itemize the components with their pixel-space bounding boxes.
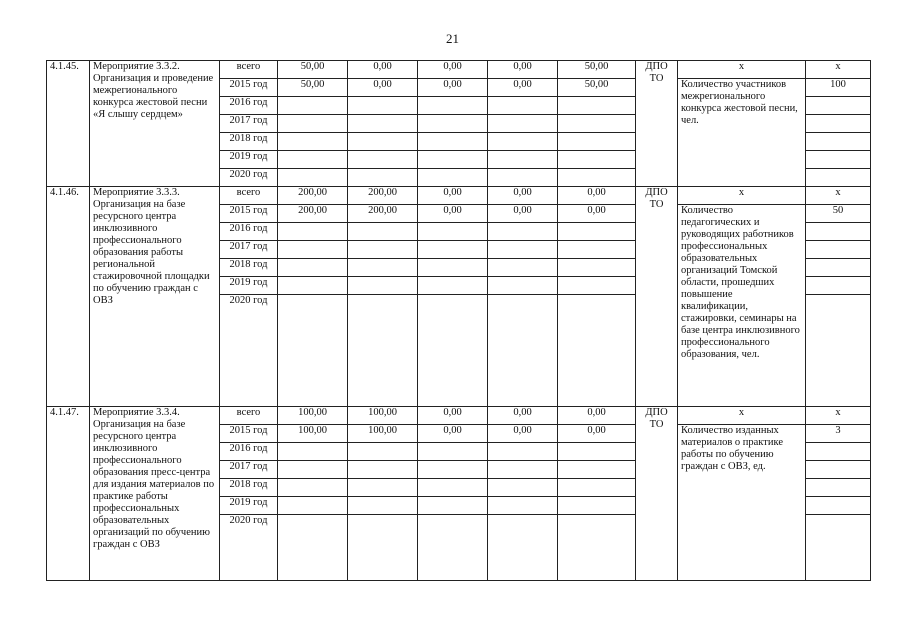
table-row [47, 61, 871, 79]
empty-cell [418, 223, 488, 241]
empty-cell [278, 133, 348, 151]
event-description: Мероприятие 3.3.2. Организация и проведение межрегионального конкурса жестовой песни «Я слышу сердцем» [90, 61, 220, 187]
funding-total-value: 0,00 [558, 187, 636, 205]
year-label: 2016 год [220, 443, 278, 461]
empty-cell [806, 479, 871, 497]
empty-cell [488, 295, 558, 407]
funding-2015-value: 100,00 [278, 425, 348, 443]
empty-cell [278, 241, 348, 259]
empty-cell [488, 497, 558, 515]
executor: ДПО ТО [636, 61, 678, 187]
funding-2015-value: 0,00 [418, 79, 488, 97]
indicator-x: х [678, 187, 806, 205]
empty-cell [418, 443, 488, 461]
funding-2015-value: 0,00 [418, 205, 488, 223]
empty-cell [348, 133, 418, 151]
year-label: 2017 год [220, 115, 278, 133]
empty-cell [278, 479, 348, 497]
year-label: 2019 год [220, 277, 278, 295]
empty-cell [806, 295, 871, 407]
event-number: 4.1.45. [47, 61, 90, 187]
empty-cell [278, 223, 348, 241]
empty-cell [806, 223, 871, 241]
empty-cell [418, 515, 488, 581]
indicator-x: х [678, 61, 806, 79]
funding-2015-value: 0,00 [488, 205, 558, 223]
event-number: 4.1.46. [47, 187, 90, 407]
funding-total-value: 0,00 [418, 61, 488, 79]
empty-cell [348, 277, 418, 295]
indicator-value: 3 [806, 425, 871, 443]
empty-cell [348, 97, 418, 115]
year-label: 2020 год [220, 295, 278, 407]
empty-cell [488, 241, 558, 259]
year-label: 2018 год [220, 133, 278, 151]
indicator-description: Количество педагогических и руководящих работников профессиональных образовательных организаций Томской области, прошедших повышение квалификации, стажировки, семинары на базе центра инклюзивного профессионального образования, чел. [678, 205, 806, 407]
empty-cell [278, 277, 348, 295]
empty-cell [348, 497, 418, 515]
empty-cell [558, 241, 636, 259]
funding-2015-value: 0,00 [558, 425, 636, 443]
empty-cell [558, 443, 636, 461]
empty-cell [558, 151, 636, 169]
funding-2015-value: 0,00 [418, 425, 488, 443]
table-row [47, 407, 871, 425]
empty-cell [278, 259, 348, 277]
year-label: 2020 год [220, 169, 278, 187]
funding-total-value: 0,00 [418, 187, 488, 205]
event-description: Мероприятие 3.3.3. Организация на базе ресурсного центра инклюзивного профессионального образования работы региональной стажировочной площадки по обучению граждан с ОВЗ [90, 187, 220, 407]
funding-2015-value: 50,00 [558, 79, 636, 97]
funding-total-value: 0,00 [488, 61, 558, 79]
empty-cell [806, 115, 871, 133]
event-number: 4.1.47. [47, 407, 90, 581]
empty-cell [806, 461, 871, 479]
empty-cell [418, 97, 488, 115]
year-label: 2017 год [220, 461, 278, 479]
year-label: 2015 год [220, 425, 278, 443]
empty-cell [348, 241, 418, 259]
empty-cell [418, 295, 488, 407]
empty-cell [278, 151, 348, 169]
indicator-x2: х [806, 61, 871, 79]
year-label: всего [220, 407, 278, 425]
empty-cell [348, 115, 418, 133]
funding-2015-value: 200,00 [278, 205, 348, 223]
empty-cell [278, 515, 348, 581]
empty-cell [348, 443, 418, 461]
year-label: 2019 год [220, 151, 278, 169]
funding-total-value: 0,00 [348, 61, 418, 79]
year-label: 2016 год [220, 223, 278, 241]
empty-cell [348, 479, 418, 497]
empty-cell [488, 169, 558, 187]
empty-cell [488, 115, 558, 133]
funding-total-value: 50,00 [278, 61, 348, 79]
funding-total-value: 0,00 [418, 407, 488, 425]
empty-cell [418, 479, 488, 497]
empty-cell [558, 497, 636, 515]
year-label: 2016 год [220, 97, 278, 115]
funding-2015-value: 0,00 [558, 205, 636, 223]
empty-cell [558, 133, 636, 151]
empty-cell [278, 443, 348, 461]
empty-cell [488, 151, 558, 169]
empty-cell [418, 497, 488, 515]
empty-cell [278, 97, 348, 115]
year-label: 2018 год [220, 259, 278, 277]
empty-cell [278, 497, 348, 515]
executor: ДПО ТО [636, 187, 678, 407]
event-description: Мероприятие 3.3.4. Организация на базе ресурсного центра инклюзивного профессионального образования пресс-центра для издания материалов по практике работы профессиональных образовательных организаций по обучению граждан с ОВЗ [90, 407, 220, 581]
year-label: 2018 год [220, 479, 278, 497]
empty-cell [418, 133, 488, 151]
funding-2015-value: 200,00 [348, 205, 418, 223]
year-label: 2017 год [220, 241, 278, 259]
funding-total-value: 0,00 [488, 407, 558, 425]
empty-cell [558, 97, 636, 115]
empty-cell [558, 169, 636, 187]
empty-cell [488, 479, 558, 497]
table-row [47, 187, 871, 205]
empty-cell [806, 515, 871, 581]
executor: ДПО ТО [636, 407, 678, 581]
empty-cell [488, 277, 558, 295]
empty-cell [488, 133, 558, 151]
empty-cell [418, 277, 488, 295]
indicator-description: Количество участников межрегионального конкурса жестовой песни, чел. [678, 79, 806, 187]
funding-total-value: 200,00 [278, 187, 348, 205]
funding-total-value: 100,00 [348, 407, 418, 425]
empty-cell [806, 277, 871, 295]
indicator-description: Количество изданных материалов о практике работы по обучению граждан с ОВЗ, ед. [678, 425, 806, 581]
empty-cell [418, 259, 488, 277]
funding-2015-value: 100,00 [348, 425, 418, 443]
year-label: 2015 год [220, 205, 278, 223]
empty-cell [488, 443, 558, 461]
empty-cell [558, 461, 636, 479]
funding-2015-value: 0,00 [488, 425, 558, 443]
funding-total-value: 50,00 [558, 61, 636, 79]
empty-cell [488, 97, 558, 115]
empty-cell [488, 461, 558, 479]
empty-cell [348, 223, 418, 241]
empty-cell [278, 115, 348, 133]
empty-cell [806, 97, 871, 115]
empty-cell [806, 443, 871, 461]
indicator-value: 100 [806, 79, 871, 97]
empty-cell [488, 223, 558, 241]
empty-cell [278, 461, 348, 479]
empty-cell [418, 461, 488, 479]
year-label: всего [220, 61, 278, 79]
year-label: всего [220, 187, 278, 205]
empty-cell [348, 169, 418, 187]
indicator-value: 50 [806, 205, 871, 223]
funding-2015-value: 0,00 [488, 79, 558, 97]
empty-cell [558, 259, 636, 277]
empty-cell [558, 295, 636, 407]
empty-cell [806, 241, 871, 259]
page-number: 21 [446, 31, 459, 46]
year-label: 2019 год [220, 497, 278, 515]
indicator-x2: х [806, 187, 871, 205]
empty-cell [806, 169, 871, 187]
empty-cell [558, 479, 636, 497]
empty-cell [348, 259, 418, 277]
empty-cell [558, 515, 636, 581]
year-label: 2020 год [220, 515, 278, 581]
indicator-x: х [678, 407, 806, 425]
empty-cell [558, 115, 636, 133]
funding-total-value: 0,00 [488, 187, 558, 205]
empty-cell [418, 169, 488, 187]
empty-cell [418, 151, 488, 169]
empty-cell [418, 115, 488, 133]
empty-cell [278, 169, 348, 187]
empty-cell [558, 223, 636, 241]
empty-cell [806, 497, 871, 515]
empty-cell [488, 259, 558, 277]
empty-cell [558, 277, 636, 295]
funding-total-value: 0,00 [558, 407, 636, 425]
empty-cell [278, 295, 348, 407]
indicator-x2: х [806, 407, 871, 425]
empty-cell [418, 241, 488, 259]
empty-cell [806, 151, 871, 169]
year-label: 2015 год [220, 79, 278, 97]
empty-cell [348, 295, 418, 407]
empty-cell [488, 515, 558, 581]
funding-2015-value: 0,00 [348, 79, 418, 97]
empty-cell [806, 259, 871, 277]
funding-2015-value: 50,00 [278, 79, 348, 97]
empty-cell [348, 461, 418, 479]
empty-cell [348, 515, 418, 581]
program-table [46, 60, 871, 581]
empty-cell [348, 151, 418, 169]
funding-total-value: 200,00 [348, 187, 418, 205]
empty-cell [806, 133, 871, 151]
funding-total-value: 100,00 [278, 407, 348, 425]
